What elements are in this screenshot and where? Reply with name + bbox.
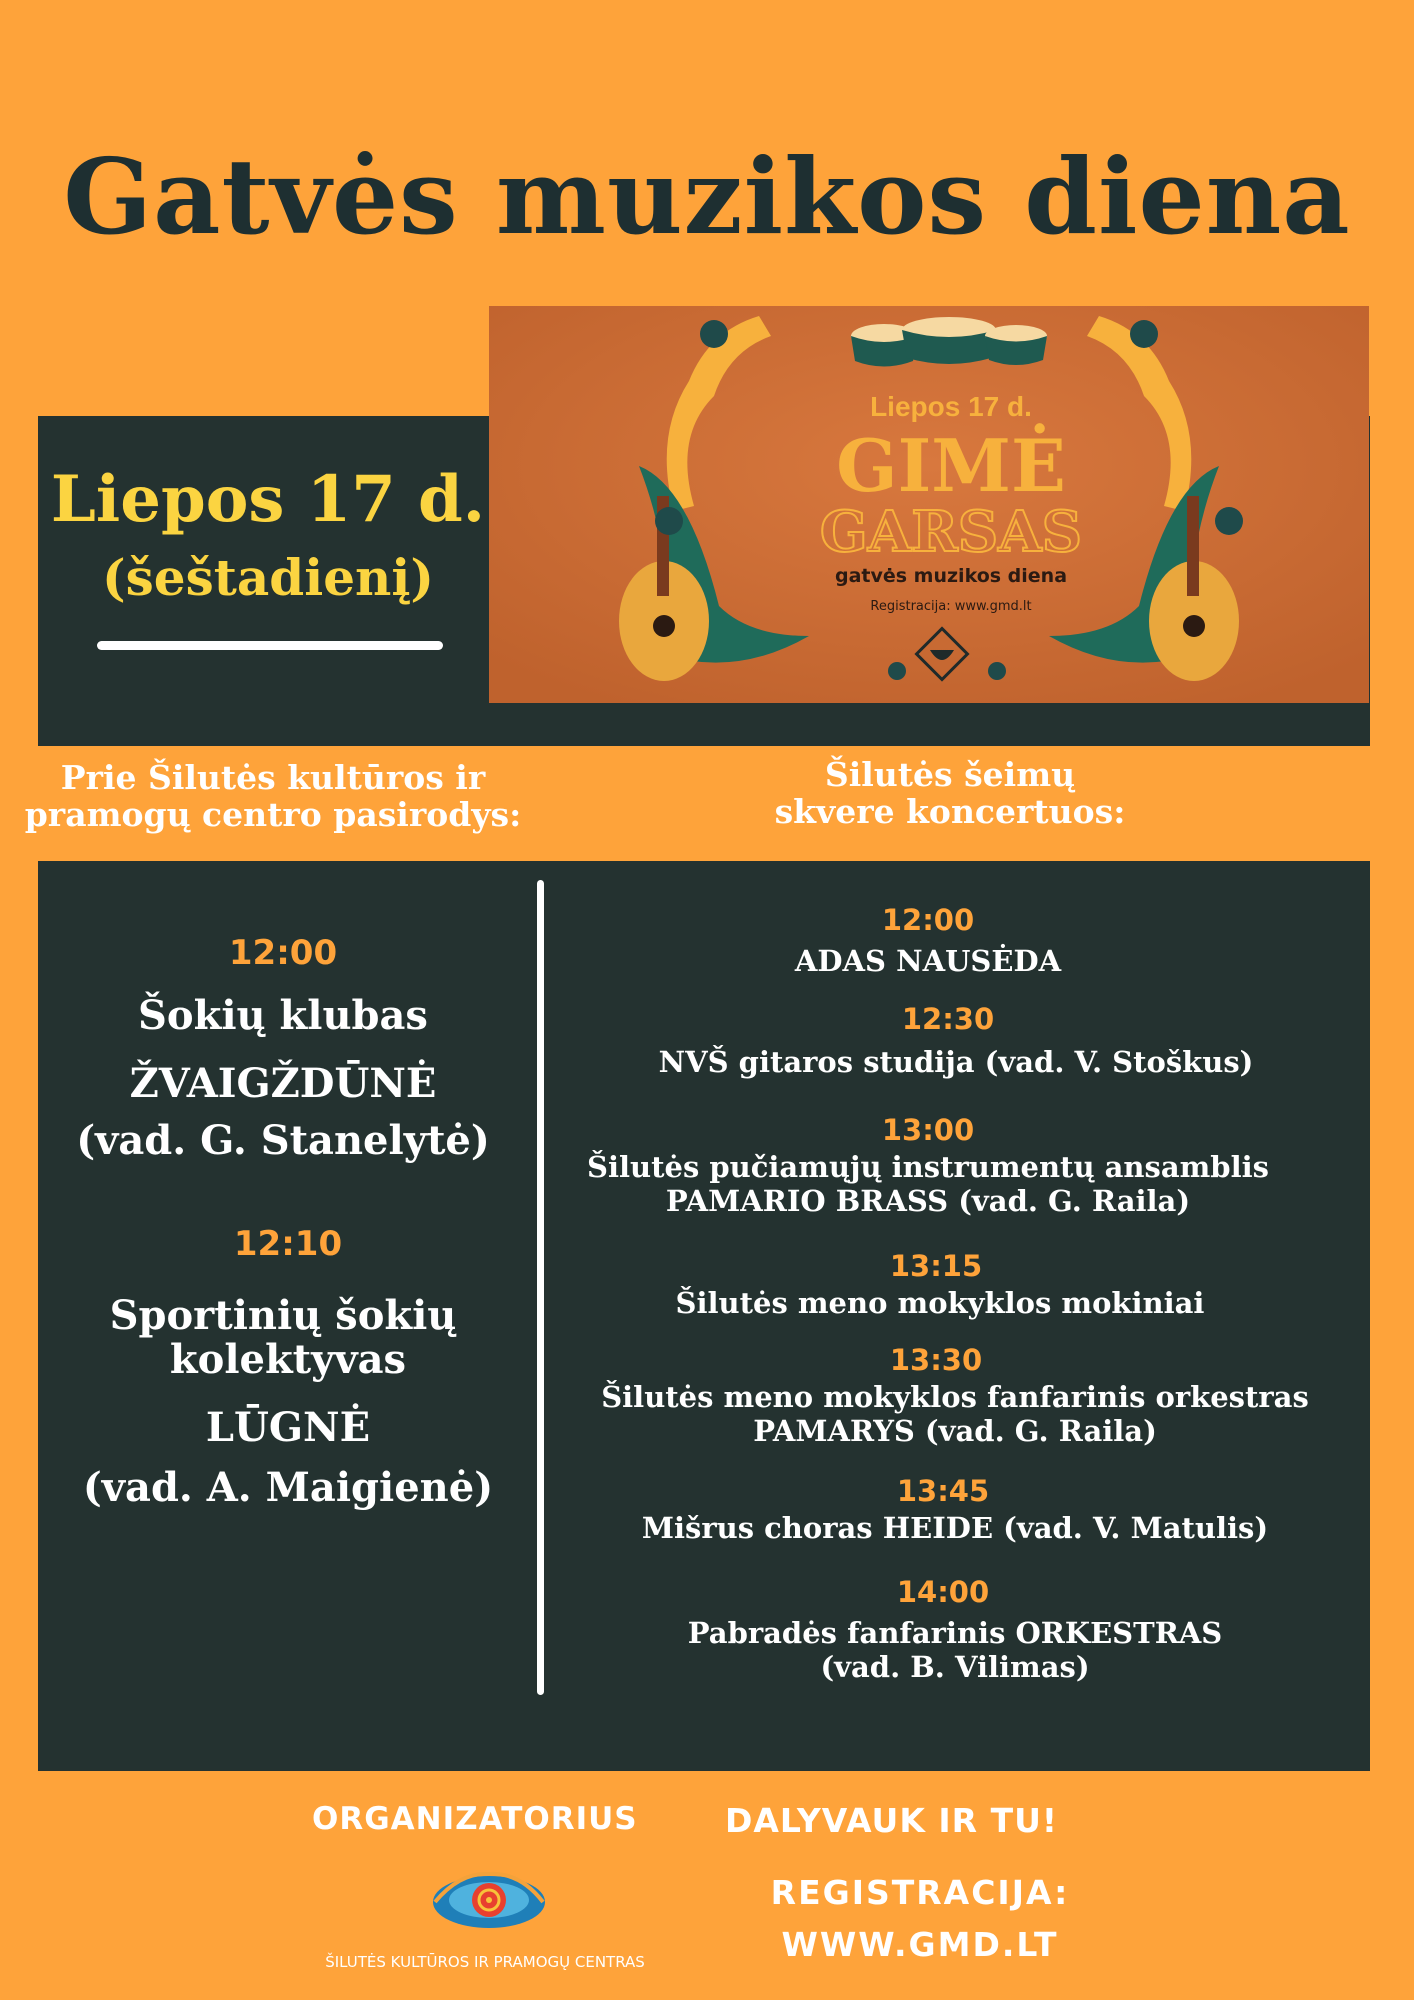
event-time: 13:00 (881, 1113, 975, 1147)
right-column-heading (700, 757, 1200, 831)
page-title: Gatvės muzikos diena (63, 135, 1351, 258)
event-time: 13:30 (889, 1343, 983, 1377)
right-heading-line-2: skvere koncertuos: (774, 791, 1126, 831)
performer-name: Šilutės pučiamųjų instrumentų ansamblis (587, 1150, 1269, 1184)
organizer-name: ŠILUTĖS KULTŪROS IR PRAMOGŲ CENTRAS (325, 1953, 645, 1971)
event-time: 14:00 (896, 1575, 990, 1609)
event-weekday: (šeštadienį) (101, 548, 435, 607)
left-column-heading (0, 760, 546, 834)
performer-name: Šilutės meno mokyklos mokiniai (675, 1286, 1205, 1320)
performer-name: kolektyvas (169, 1336, 407, 1383)
performer-leader: (vad. G. Stanelytė) (76, 1117, 490, 1164)
event-time: 12:00 (228, 933, 338, 973)
performer-leader: PAMARIO BRASS (vad. G. Raila) (665, 1184, 1191, 1218)
left-heading-line-1: Prie Šilutės kultūros ir (60, 758, 486, 797)
performer-leader: (vad. B. Vilimas) (820, 1650, 1090, 1684)
banner-date: Liepos 17 d. (870, 391, 1032, 422)
event-banner-image (489, 306, 1369, 703)
performer-name: Mišrus choras HEIDE (vad. V. Matulis) (641, 1511, 1269, 1545)
performer-name: Pabradės fanfarinis ORKESTRAS (687, 1616, 1223, 1650)
registration-link[interactable]: WWW.GMD.LT (781, 1925, 1059, 1964)
banner-word-1: GIMĖ (836, 423, 1066, 508)
performer-name: NVŠ gitaros studija (vad. V. Stoškus) (658, 1045, 1254, 1079)
performer-name: Sportinių šokių (109, 1292, 457, 1339)
organizer-label: ORGANIZATORIUS (312, 1801, 638, 1837)
banner-subtitle: gatvės muzikos diena (834, 565, 1068, 587)
banner-registration: Registracija: www.gmd.lt (870, 599, 1032, 614)
date-underline (97, 641, 443, 650)
organizer-logo-icon (430, 1862, 548, 1944)
performer-leader: PAMARYS (vad. G. Raila) (753, 1414, 1157, 1448)
call-to-action: DALYVAUK IR TU! (725, 1801, 1058, 1840)
column-divider (537, 880, 544, 1695)
event-time: 13:15 (889, 1249, 983, 1283)
performer-name: Šilutės meno mokyklos fanfarinis orkestras (601, 1380, 1309, 1414)
performer-name: LŪGNĖ (205, 1404, 371, 1451)
performer-name: ŽVAIGŽDŪNĖ (129, 1060, 437, 1107)
banner-word-2: GARSAS (819, 499, 1083, 565)
event-time: 12:30 (901, 1002, 995, 1036)
event-time: 12:00 (881, 903, 975, 937)
performer-name: Šokių klubas (138, 992, 428, 1039)
event-time: 13:45 (896, 1474, 990, 1508)
registration-label: REGISTRACIJA: (770, 1873, 1070, 1912)
performer-name: ADAS NAUSĖDA (794, 944, 1062, 978)
event-date: Liepos 17 d. (50, 462, 486, 537)
event-time: 12:10 (233, 1224, 343, 1264)
left-heading-line-2: pramogų centro pasirodys: (24, 794, 522, 834)
right-heading-line-1: Šilutės šeimų (824, 755, 1076, 794)
performer-leader: (vad. A. Maigienė) (82, 1464, 494, 1511)
